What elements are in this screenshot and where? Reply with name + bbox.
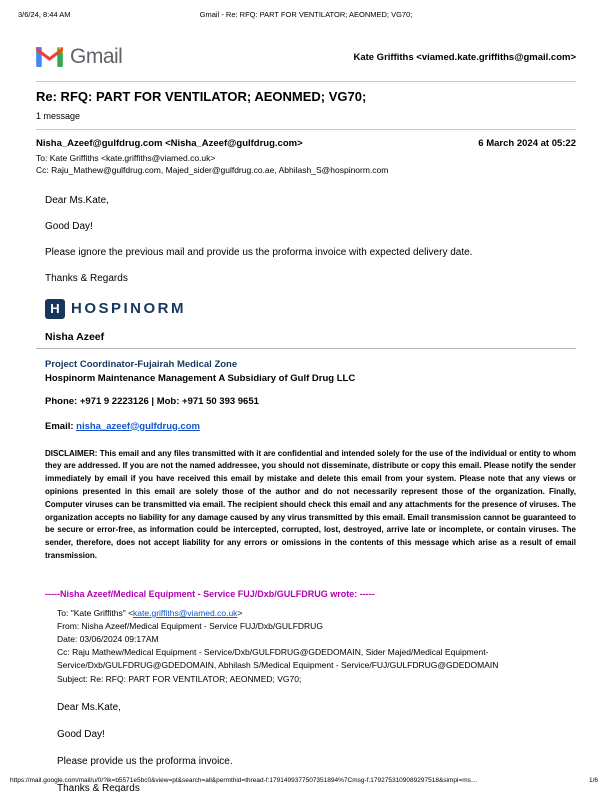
print-title: Gmail - Re: RFQ: PART FOR VENTILATOR; AEONMED; VG70; — [199, 10, 413, 19]
disclaimer — [36, 448, 576, 563]
body-signoff: Thanks & Regards — [45, 272, 128, 284]
message-count: 1 message — [36, 111, 81, 121]
quoted-greeting: Dear Ms.Kate, — [57, 701, 121, 713]
quoted-to-line — [57, 607, 576, 620]
body-salutation: Good Day! — [45, 220, 93, 232]
gmail-logo — [36, 45, 122, 69]
from-row — [36, 138, 576, 149]
gmail-m-icon — [36, 47, 63, 67]
signature-company: Hospinorm Maintenance Management A Subsidiary of Gulf Drug LLC — [45, 372, 356, 384]
quoted-message — [36, 589, 576, 792]
quoted-to-suffix: > — [237, 607, 243, 618]
email-label: Email: — [45, 420, 77, 432]
from-address: Nisha_Azeef@gulfdrug.com <Nisha_Azeef@gulfdrug.com> — [36, 138, 303, 149]
hospinorm-wordmark: HOSPINORM — [71, 300, 187, 318]
divider-subject — [36, 129, 576, 130]
signature-block — [36, 299, 576, 432]
body-request: Please ignore the previous mail and provide us the proforma invoice with expected delivery date. — [45, 246, 473, 258]
quoted-date-line: Date: 03/06/2024 09:17AM — [57, 634, 159, 645]
signature-name: Nisha Azeef — [45, 330, 105, 343]
quoted-salutation: Good Day! — [57, 728, 105, 740]
gmail-wordmark: Gmail — [70, 45, 123, 68]
signature-email-link[interactable]: nisha_azeef@gulfdrug.com — [76, 420, 200, 432]
message-headers — [36, 138, 576, 177]
page-number: 1/6 — [588, 777, 598, 784]
quoted-to-prefix: To: "Kate Griffiths" < — [57, 607, 134, 618]
print-url: https://mail.google.com/mail/u/0/?ik=b5571e5bc0&view=pt&search=all&permthid=thread-f:1791499377507351894%7Cmsg-f:1792753109089297518&simpl=ms… — [10, 777, 478, 784]
cc-line: Cc: Raju_Mathew@gulfdrug.com, Majed_sider@gulfdrug.co.ae, Abhilash_S@hospinorm.com — [36, 165, 389, 176]
masthead — [36, 40, 576, 74]
quoted-wrote-line: -----Nisha Azeef/Medical Equipment - Service FUJ/Dxb/GULFDRUG wrote: ----- — [45, 588, 375, 599]
disclaimer-label: DISCLAIMER: — [45, 448, 98, 458]
quoted-headers — [45, 607, 576, 686]
email-content — [36, 0, 576, 792]
hospinorm-logo — [45, 299, 576, 319]
disclaimer-text: This email and any files transmitted with it are confidential and intended solely for the use of the individual or entity to whom they are addressed. If you are not the named addressee, you should not disseminate, distribute or copy this email. Please notify the sender immediately by email if you have received this email by mistake and delete this email from your system. Please note that any views or opinions presented in this email are solely those of the author and do not necessarily represent those of the organization. Finally, Computer viruses can be transmitted via email. The recipient should check this email and any attachments for the presence of viruses. The organization accepts no liability for any damage caused by any virus transmitted by this email. Email transmission cannot be guaranteed to be secure or error-free, as information could be intercepted, corrupted, lost, destroyed, arrive late or incomplete, or contain viruses. The sender, therefore, does not accept liability for any errors or omissions in the contents of this message which arise as a result of email transmission. — [45, 448, 576, 560]
to-line: To: Kate Griffiths <kate.griffiths@viamed.co.uk> — [36, 153, 216, 163]
divider-top — [36, 81, 576, 82]
message-date: 6 March 2024 at 05:22 — [478, 138, 576, 149]
quoted-cc-line: Cc: Raju Mathew/Medical Equipment - Service/Dxb/GULFDRUG@GDEDOMAIN, Sider Majed/Medical Equipment-Service/Dxb/GULFDRUG@GDEDOMAIN, Abhilash S/Medical Equipment - Service/FUJ/GULFDRUG@GDEDOMAIN — [57, 647, 499, 671]
quoted-to-email-link[interactable]: kate.griffiths@viamed.co.uk — [133, 607, 238, 618]
account-identity: Kate Griffiths <viamed.kate.griffiths@gmail.com> — [353, 51, 576, 63]
print-datetime: 3/6/24, 8:44 AM — [18, 10, 71, 19]
print-header — [18, 10, 594, 19]
hospinorm-h-icon: H — [45, 299, 65, 319]
print-header-spacer — [450, 10, 594, 19]
quoted-signoff: Thanks & Regards — [57, 782, 140, 792]
signature-phone: Phone: +971 9 2223126 | Mob: +971 50 393 9651 — [45, 395, 259, 407]
signature-role: Project Coordinator-Fujairah Medical Zone — [45, 358, 238, 370]
quoted-subject-line: Subject: Re: RFQ: PART FOR VENTILATOR; AEONMED; VG70; — [57, 673, 302, 684]
print-footer — [10, 777, 598, 784]
signature-divider — [36, 348, 576, 349]
message-body — [36, 195, 576, 284]
quoted-request: Please provide us the proforma invoice. — [57, 755, 233, 767]
body-greeting: Dear Ms.Kate, — [45, 194, 109, 206]
quoted-from-line: From: Nisha Azeef/Medical Equipment - Service FUJ/Dxb/GULFDRUG — [57, 620, 323, 631]
signature-email-line — [45, 421, 576, 432]
email-subject: Re: RFQ: PART FOR VENTILATOR; AEONMED; VG70; — [36, 89, 367, 104]
